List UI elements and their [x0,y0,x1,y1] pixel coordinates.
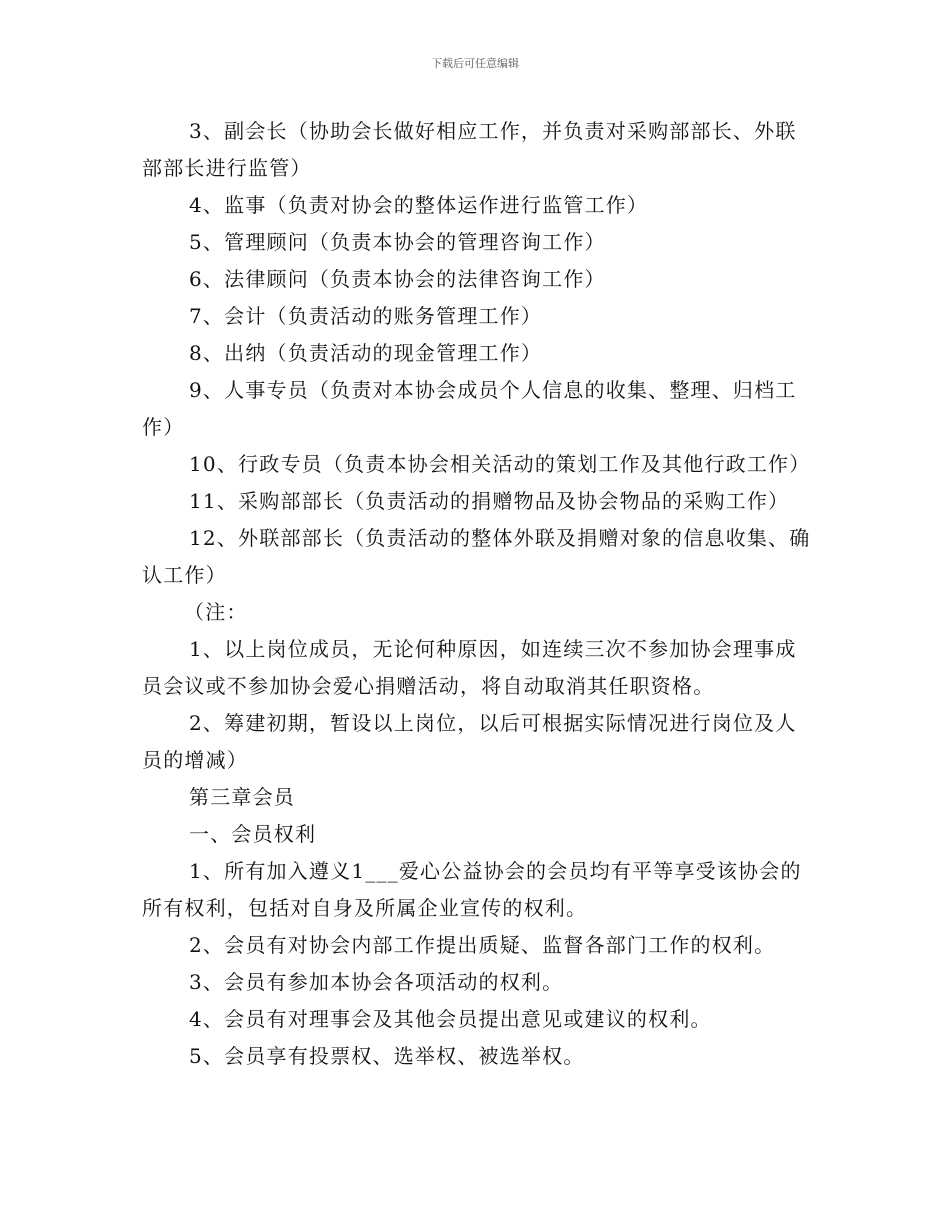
paragraph-right-4: 4、会员有对理事会及其他会员提出意见或建议的权利。 [189,1007,712,1031]
section-heading-member-rights: 一、会员权利 [189,822,317,846]
paragraph-liaison-head: 12、外联部部长（负责活动的整体外联及捐赠对象的信息收集、确认工作） [142,526,811,587]
chapter-heading: 第三章会员 [189,785,295,809]
paragraph-note-open: （注： [184,600,248,624]
paragraph-vice-president: 3、副会长（协助会长做好相应工作，并负责对采购部部长、外联部部长进行监管） [142,119,797,180]
paragraph-legal-consultant: 6、法律顾问（负责本协会的法律咨询工作） [189,267,606,291]
paragraph-supervisor: 4、监事（负责对协会的整体运作进行监管工作） [189,193,649,217]
paragraph-hr-specialist: 9、人事专员（负责对本协会成员个人信息的收集、整理、归档工作） [142,378,797,439]
paragraph-right-1: 1、所有加入遵义1___爱心公益协会的会员均有平等享受该协会的所有权利，包括对自身及所属企业宣传的权利。 [142,859,802,920]
paragraph-note-2: 2、筹建初期，暂设以上岗位，以后可根据实际情况进行岗位及人员的增减） [142,711,797,772]
document-body [142,113,814,1075]
paragraph-procurement-head: 11、采购部部长（负责活动的捐赠物品及协会物品的采购工作） [189,489,790,513]
paragraph-note-1: 1、以上岗位成员，无论何种原因，如连续三次不参加协会理事成员会议或不参加协会爱心捐赠活动，将自动取消其任职资格。 [142,637,797,698]
paragraph-admin-specialist: 10、行政专员（负责本协会相关活动的策划工作及其他行政工作） [189,452,811,476]
paragraph-right-2: 2、会员有对协会内部工作提出质疑、监督各部门工作的权利。 [189,933,776,957]
paragraph-cashier: 8、出纳（负责活动的现金管理工作） [189,341,543,365]
paragraph-right-3: 3、会员有参加本协会各项活动的权利。 [189,970,564,994]
paragraph-right-5: 5、会员享有投票权、选举权、被选举权。 [189,1044,585,1068]
page-header: 下载后可任意编辑 [431,57,519,70]
paragraph-accountant: 7、会计（负责活动的账务管理工作） [189,304,543,328]
paragraph-management-consultant: 5、管理顾问（负责本协会的管理咨询工作） [189,230,606,254]
